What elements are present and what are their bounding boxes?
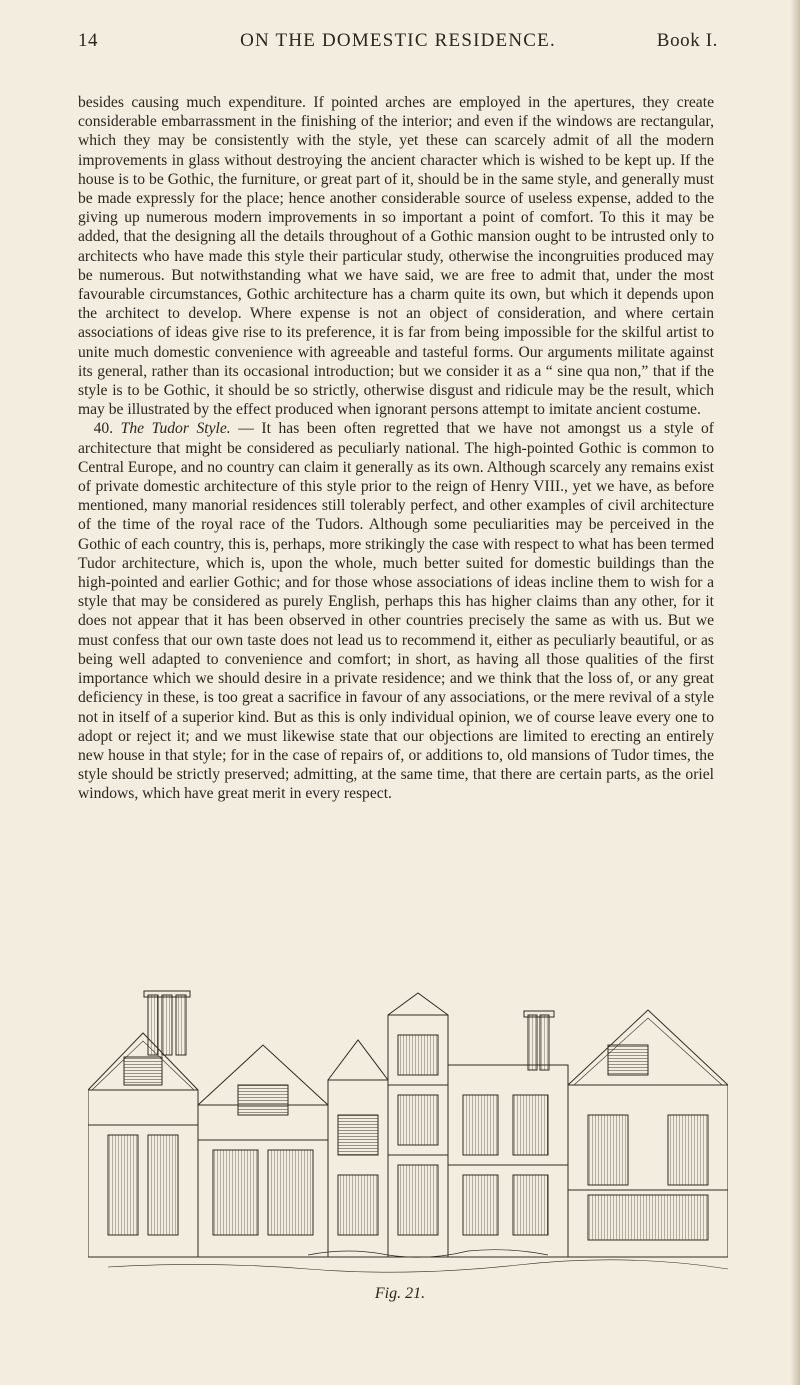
body-text	[78, 93, 714, 804]
chimney-stacks-left	[144, 991, 190, 1055]
page-edge-shadow	[790, 0, 800, 1385]
right-gable	[568, 1010, 728, 1257]
right-wing	[448, 1065, 568, 1257]
section-title: The Tudor Style.	[120, 420, 231, 438]
running-title: ON THE DOMESTIC RESIDENCE.	[240, 30, 556, 51]
central-oriel	[198, 1045, 328, 1257]
tudor-house-engraving	[88, 985, 728, 1285]
section-number: 40.	[93, 420, 114, 438]
running-header	[78, 30, 718, 54]
paragraph-2: — It has been often regretted that we have not amongst us a style of architecture that might be considered as peculiarly national. The high-pointed Gothic is common to Central Europe, and no country can claim it generally as its own. Although scarcely any remains exist of private domestic architecture of this style prior to the reign of Henry VIII., yet we have, as before mentioned, many manorial residences still tolerably perfect, and other examples of civil architecture of the time of the royal race of the Tudors. Although some peculiarities may be perceived in the Gothic of each country, this is, perhaps, more strikingly the case with respect to what has been termed Tudor architecture, which is, upon the whole, much better suited for domestic buildings than the high-pointed and earlier Gothic; and for those whose associations of ideas incline them to wish for a style that may be considered as purely English, perhaps this has higher claims than any other, for it does not appear that it has been observed in other countries precisely the same as with us. But we must confess that our own taste does not lead us to recommend it, either as peculiarly beautiful, or as being well adapted to convenience and comfort; in short, as having all those qualities of the first importance which we should desire in a private residence; and we think that the loss of, or any great deficiency in these, is too great a sacrifice in favour of any associations, or the mere revival of a style not in itself of a superior kind. But as this is only individual opinion, we of course leave every one to adopt or reject it; and we must likewise state that our objections are limited to erecting an entirely new house in that style; for in the case of repairs of, or additions to, old mansions of Tudor times, the style should be strictly preserved; admitting, at the same time, that there are certain parts, as the oriel windows, which have great merit in every respect.	[78, 420, 714, 803]
center-turret	[388, 993, 448, 1257]
paragraph-1: besides causing much expenditure. If pointed arches are employed in the apertures, they create considerable embarrassment in the finishing of the interior; and even if the windows are rectangular, which they may be consistently with the style, yet these can scarcely admit of all the modern improvements in glass without destroying the ancient character which is wished to be kept up. If the house is to be Gothic, the furniture, or great part of it, should be in the same style, and generally must be made expressly for the place; hence another considerable source of useless expense, added to the giving up numerous modern improvements in so important a point of comfort. To this it may be added, that the designing all the details throughout of a Gothic mansion ought to be intrusted only to architects who have made this style their particular study, otherwise the incongruities produced may be numerous. But notwithstanding what we have said, we are free to admit that, under the most favourable circumstances, Gothic architecture has a charm quite its own, but which it depends upon the architect to develop. Where expense is not an object of consideration, and where certain associations of ideas give rise to its preference, it is far from being impossible for the skilful artist to unite much domestic convenience with agreeable and tasteful forms. Our arguments militate against its general, rather than its occasional introduction; but we consider it as a “ sine qua non,” that if the style is to be Gothic, it should be so strictly, otherwise disgust and ridicule may be the result, which may be illustrated by the effect produced when ignorant persons attempt to imitate ancient costume.	[78, 94, 714, 419]
book-label: Book I.	[656, 30, 718, 51]
middle-bay	[328, 1040, 388, 1257]
figure-caption: Fig. 21.	[374, 1285, 426, 1302]
paragraph-2-block	[78, 419, 714, 803]
page-number: 14	[78, 30, 98, 51]
chimney-stacks-right	[524, 1011, 554, 1070]
left-wing	[88, 1033, 198, 1257]
